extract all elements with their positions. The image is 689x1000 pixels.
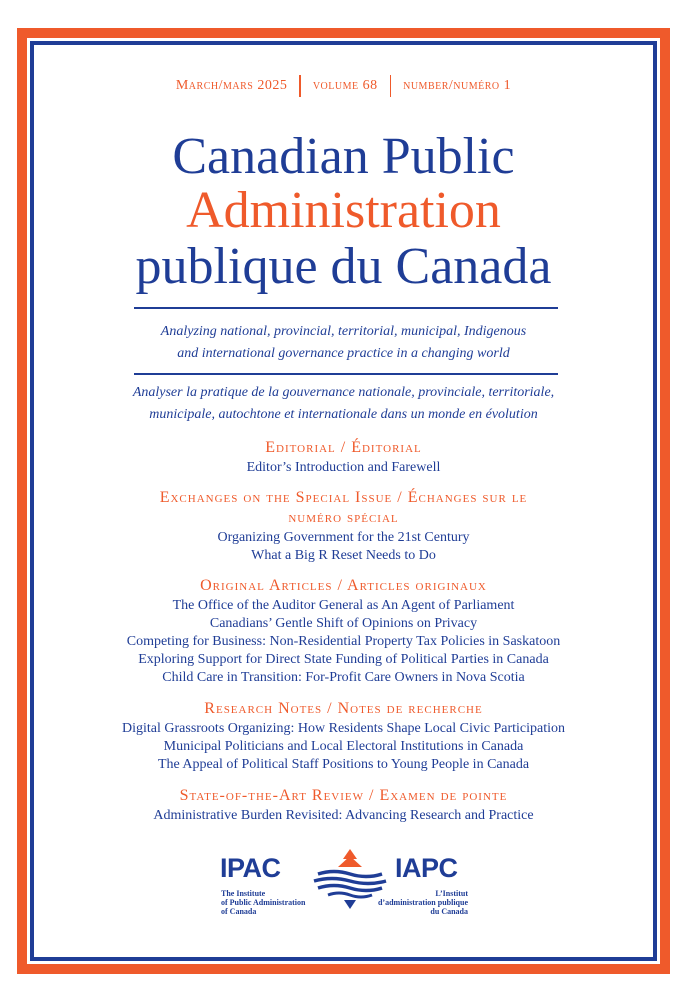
article-title: Administrative Burden Revisited: Advancing Research and Practice — [153, 808, 534, 823]
tagline-en-line1: Analyzing national, provincial, territorial, municipal, Indigenous — [160, 324, 527, 339]
article-title: Exploring Support for Direct State Funding of Political Parties in Canada — [138, 652, 549, 667]
iapc-wordmark: IAPC — [395, 853, 458, 883]
separator — [299, 75, 301, 97]
ipac-subtitle: The Institute of Public Administration of Canada — [221, 889, 306, 916]
separator — [390, 75, 392, 97]
cover-white-gap — [27, 38, 660, 964]
cover-panel — [30, 41, 657, 961]
ipac-wordmark: IPAC — [220, 853, 281, 883]
article-title: Child Care in Transition: For-Profit Care Owners in Nova Scotia — [162, 670, 525, 685]
article-title: The Office of the Auditor General as An Agent of Parliament — [172, 598, 515, 613]
article-title: Municipal Politicians and Local Electoral Institutions in Canada — [163, 739, 524, 754]
journal-title-line2: Administration — [186, 182, 501, 239]
section-heading-exchanges-cont: numéro spécial — [288, 509, 399, 526]
iapc-subtitle: L’Institut d’administration publique du Canada — [377, 889, 468, 916]
tagline-fr-line1: Analyser la pratique de la gouvernance nationale, provinciale, territoriale, — [132, 385, 555, 400]
section-heading-review: State-of-the-Art Review / Examen de pointe — [179, 787, 508, 804]
issue-date: March/mars 2025 — [175, 78, 288, 94]
article-title: Editor’s Introduction and Farewell — [246, 460, 441, 475]
article-title: The Appeal of Political Staff Positions to Young People in Canada — [157, 757, 530, 772]
article-title: Organizing Government for the 21st Century — [217, 530, 470, 545]
issue-volume: volume 68 — [312, 78, 378, 94]
journal-title-line1: Canadian Public — [172, 128, 515, 185]
cover-orange-border — [17, 28, 670, 974]
divider-bottom — [134, 373, 558, 375]
journal-title-line3: publique du Canada — [135, 238, 552, 295]
section-heading-editorial: Editorial / Éditorial — [265, 439, 422, 456]
ipac-logo — [34, 853, 653, 933]
article-title: What a Big R Reset Needs to Do — [251, 548, 436, 563]
section-heading-research-notes: Research Notes / Notes de recherche — [204, 700, 483, 717]
issue-info — [34, 75, 653, 97]
tagline-en-line2: and international governance practice in a changing world — [177, 346, 510, 361]
section-heading-exchanges: Exchanges on the Special Issue / Échanges sur le — [159, 489, 528, 506]
section-heading-original-articles: Original Articles / Articles originaux — [200, 577, 487, 594]
article-title: Digital Grassroots Organizing: How Residents Shape Local Civic Participation — [122, 721, 565, 736]
divider-top — [134, 307, 558, 309]
issue-number: number/numéro 1 — [403, 78, 512, 94]
article-title: Competing for Business: Non-Residential Property Tax Policies in Saskatoon — [126, 634, 561, 649]
article-title: Canadians’ Gentle Shift of Opinions on Privacy — [209, 616, 478, 631]
tagline-fr-line2: municipale, autochtone et internationale dans un monde en évolution — [149, 407, 538, 422]
